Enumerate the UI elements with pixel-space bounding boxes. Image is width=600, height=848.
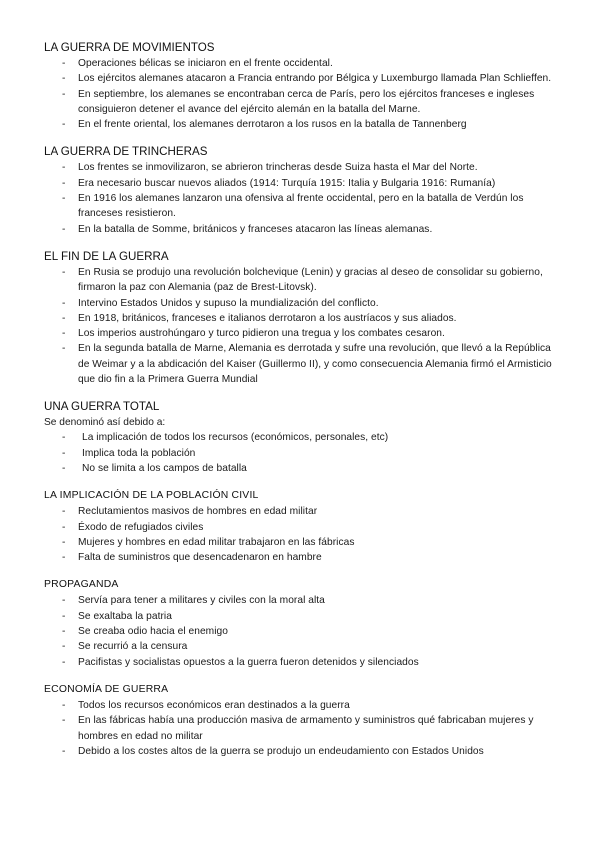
- list-item: - En el frente oriental, los alemanes derrotaron a los rusos en la batalla de Tannenberg: [62, 119, 467, 131]
- section-heading: PROPAGANDA: [44, 579, 119, 591]
- section-heading: EL FIN DE LA GUERRA: [44, 249, 169, 263]
- list-item: - Se creaba odio hacia el enemigo: [62, 626, 228, 638]
- section-intro: Se denominó así debido a:: [44, 417, 166, 429]
- list-item: - En la batalla de Somme, británicos y franceses atacaron las líneas alemanas.: [62, 223, 433, 235]
- list-item: - En septiembre, los alemanes se encontraban cerca de París, pero los ejércitos franceses e ingleses consiguieron detener el avance del ejército alemán en la batalla del Marne.: [62, 88, 535, 115]
- bullet-list: [44, 698, 564, 759]
- list-item: - Falta de suministros que desencadenaron en hambre: [62, 552, 322, 564]
- list-item: - Los frentes se inmovilizaron, se abrieron trincheras desde Suiza hasta el Mar del Norte.: [62, 162, 478, 174]
- bullet-list: [44, 504, 564, 565]
- list-item: - Mujeres y hombres en edad militar trabajaron en las fábricas: [62, 536, 355, 548]
- section-implicacion-poblacion-civil: [44, 488, 564, 565]
- list-item: - En 1916 los alemanes lanzaron una ofensiva al frente occidental, pero en la batalla de Verdún los franceses resistieron.: [62, 193, 524, 220]
- bullet-list: [44, 430, 564, 476]
- section-fin-de-la-guerra: [44, 249, 564, 387]
- section-una-guerra-total: [44, 399, 564, 476]
- list-item: - Los imperios austrohúngaro y turco pidieron una tregua y los combates cesaron.: [62, 328, 445, 340]
- list-item: - Debido a los costes altos de la guerra se produjo un endeudamiento con Estados Unidos: [62, 745, 484, 757]
- list-item: - Reclutamientos masivos de hombres en edad militar: [62, 506, 318, 518]
- bullet-list: [44, 56, 564, 132]
- section-heading: ECONOMÍA DE GUERRA: [44, 683, 169, 695]
- list-item: - Intervino Estados Unidos y supuso la mundialización del conflicto.: [62, 297, 379, 309]
- list-item: - Implica toda la población: [62, 447, 196, 459]
- list-item: - Se exaltaba la patria: [62, 610, 172, 622]
- list-item: - En las fábricas había una producción masiva de armamento y suministros qué fabricaban mujeres y hombres en edad no militar: [62, 715, 534, 742]
- list-item: - Operaciones bélicas se iniciaron en el frente occidental.: [62, 58, 333, 69]
- section-heading: LA IMPLICACIÓN DE LA POBLACIÓN CIVIL: [44, 490, 259, 502]
- bullet-list: [44, 265, 564, 387]
- list-item: - En Rusia se produjo una revolución bolchevique (Lenin) y gracias al deseo de consolidar su gobierno, firmaron la paz con Alemania (paz de Brest-Litovsk).: [62, 266, 543, 294]
- list-item: - Era necesario buscar nuevos aliados (1914: Turquía 1915: Italia y Bulgaria 1916: Rumanía): [62, 177, 496, 189]
- list-item: - Los ejércitos alemanes atacaron a Francia entrando por Bélgica y Luxemburgo llamada Plan Schlieffen.: [62, 73, 552, 85]
- bullet-list: [44, 160, 564, 236]
- list-item: - Se recurrió a la censura: [62, 641, 188, 653]
- section-guerra-de-trincheras: [44, 144, 564, 236]
- list-item: - En la segunda batalla de Marne, Alemania es derrotada y sufre una revolución, que llevó a la República de Weimar y a la abdicación del Kaiser (Guillermo II), y como consecuencia Alemania firmó el Armisticio que dio fin a la Primera Guerra Mundial: [62, 343, 552, 386]
- section-propaganda: [44, 577, 564, 669]
- section-heading: LA GUERRA DE MOVIMIENTOS: [44, 41, 215, 54]
- bullet-list: [44, 593, 564, 669]
- list-item: - Todos los recursos económicos eran destinados a la guerra: [62, 699, 350, 711]
- section-economia-de-guerra: [44, 682, 564, 759]
- section-guerra-de-movimientos: [44, 40, 564, 132]
- list-item: - Servía para tener a militares y civiles con la moral alta: [62, 595, 325, 607]
- section-heading: LA GUERRA DE TRINCHERAS: [44, 145, 208, 159]
- section-heading: UNA GUERRA TOTAL: [44, 400, 160, 414]
- list-item: - Pacifistas y socialistas opuestos a la guerra fueron detenidos y silenciados: [62, 656, 419, 668]
- document-page: [44, 40, 564, 759]
- list-item: - La implicación de todos los recursos (económicos, personales, etc): [62, 432, 389, 444]
- list-item: - Éxodo de refugiados civiles: [62, 521, 204, 533]
- list-item: - En 1918, británicos, franceses e italianos derrotaron a los austríacos y sus aliados.: [62, 312, 457, 324]
- list-item: - No se limita a los campos de batalla: [62, 462, 247, 474]
